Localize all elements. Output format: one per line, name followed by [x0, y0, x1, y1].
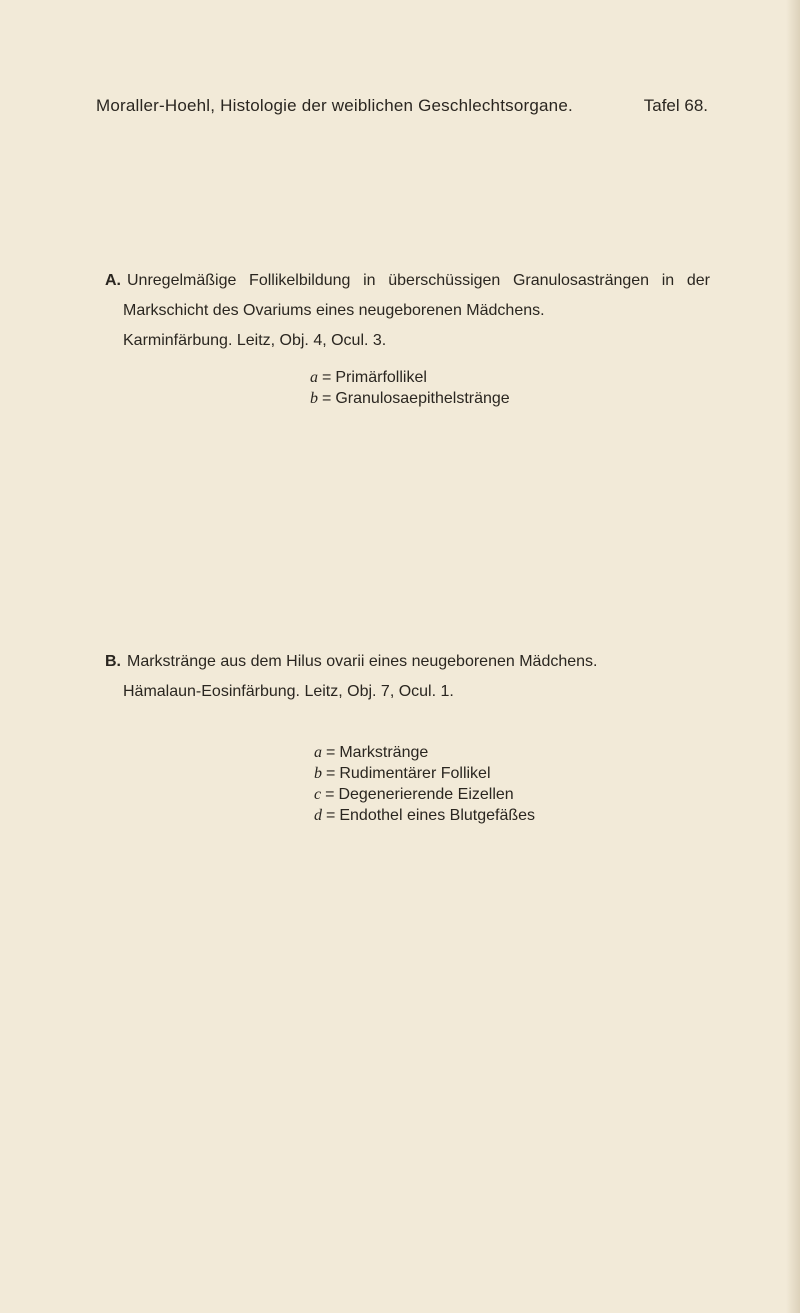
legend-item — [314, 784, 535, 805]
caption-a-text-1: Unregelmäßige Follikelbildung in überschüssigen Granulosasträngen in der — [127, 272, 710, 289]
legend-text: Endothel eines Blutgefäßes — [339, 807, 536, 824]
plate-number: Tafel 68. — [643, 96, 708, 115]
legend-item — [314, 742, 535, 763]
book-title: Moraller-Hoehl, Histologie der weiblichen Geschlechtsorgane. — [96, 96, 573, 115]
caption-letter-b: B. — [105, 653, 121, 670]
equals-sign: = — [322, 369, 332, 386]
running-head — [96, 94, 708, 118]
legend-text: Rudimentärer Follikel — [339, 765, 491, 782]
legend-text: Primärfollikel — [335, 369, 427, 386]
legend-key: a — [310, 369, 318, 386]
caption-b-text-1: Markstränge aus dem Hilus ovarii eines neugeborenen Mädchens. — [127, 653, 598, 670]
legend-text: Markstränge — [339, 744, 429, 761]
legend-key: b — [310, 390, 318, 407]
legend-key: d — [314, 807, 322, 824]
legend-key: c — [314, 786, 322, 803]
legend-item — [310, 388, 510, 409]
legend-item — [314, 805, 535, 826]
equals-sign: = — [325, 786, 335, 803]
equals-sign: = — [326, 744, 336, 761]
caption-letter-a: A. — [105, 272, 121, 289]
caption-a-line-3: Karminfärbung. Leitz, Obj. 4, Ocul. 3. — [123, 332, 387, 349]
page-edge — [786, 0, 800, 1313]
legend-text: Degenerierende Eizellen — [338, 786, 514, 803]
caption-a-line-2: Markschicht des Ovariums eines neugeborenen Mädchens. — [123, 302, 545, 319]
equals-sign: = — [326, 807, 336, 824]
legend-key: a — [314, 744, 322, 761]
legend-key: b — [314, 765, 322, 782]
equals-sign: = — [322, 390, 332, 407]
legend-b — [314, 742, 535, 826]
equals-sign: = — [326, 765, 336, 782]
legend-item — [314, 763, 535, 784]
legend-item — [310, 367, 510, 388]
legend-a — [310, 367, 510, 409]
caption-b-line-1 — [105, 651, 597, 673]
caption-b-line-2: Hämalaun-Eosinfärbung. Leitz, Obj. 7, Ocul. 1. — [123, 683, 454, 700]
caption-a-line-1 — [105, 270, 710, 292]
legend-text: Granulosaepithelstränge — [335, 390, 510, 407]
